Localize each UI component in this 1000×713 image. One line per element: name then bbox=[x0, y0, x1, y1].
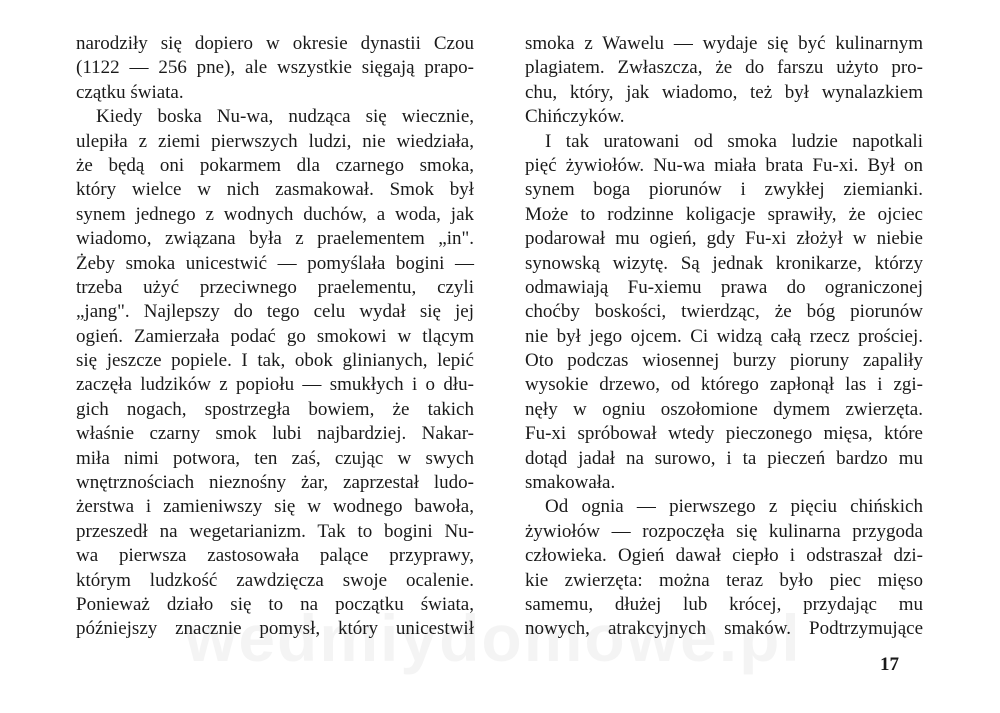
text-line: gich nogach, spostrzegła bowiem, że takich bbox=[76, 398, 474, 420]
text-line: podarował mu ogień, gdy Fu-xi złożył w niebie bbox=[525, 228, 923, 250]
text-line: synowską wizytę. Są jednak kronikarze, którzy bbox=[525, 252, 923, 274]
text-line: czątku świata. bbox=[76, 81, 184, 103]
text-line: nęły w ogniu oszołomione dymem zwierzęta. bbox=[525, 398, 923, 420]
text-line: (1122 — 256 pne), ale wszystkie sięgają prapo- bbox=[76, 57, 474, 79]
right-text-column bbox=[525, 32, 923, 642]
text-line: plagiatem. Zwłaszcza, że do farszu użyto pro- bbox=[525, 57, 923, 79]
text-line: wnętrznościach nieznośny żar, zaprzestał ludo- bbox=[76, 472, 474, 494]
text-line: się jeszcze popiele. I tak, obok glinianych, lepić bbox=[76, 350, 474, 372]
text-line: wiadomo, związana była z praelementem „in". bbox=[76, 228, 474, 250]
text-line: samemu, dłużej lub krócej, przydając mu bbox=[525, 593, 923, 615]
text-line: Może to rodzinne koligacje sprawiły, że ojciec bbox=[525, 203, 923, 225]
text-line: synem jednego z wodnych duchów, a woda, jak bbox=[76, 203, 474, 225]
text-line: smoka z Wawelu — wydaje się być kulinarnym bbox=[525, 33, 923, 54]
text-line: Żeby smoka unicestwić — pomyślała bogini — bbox=[76, 252, 474, 274]
text-line: odmawiają Fu-xiemu prawa do ograniczonej bbox=[525, 276, 923, 298]
text-line: zaczęła ludzików z popiołu — smukłych i o dłu- bbox=[76, 374, 474, 396]
text-line: Oto podczas wiosennej burzy pioruny zapaliły bbox=[525, 350, 923, 372]
text-line: że będą oni pokarmem dla czarnego smoka, bbox=[76, 154, 474, 176]
text-line: dotąd jadał na surowo, i ta pieczeń bardzo mu bbox=[525, 447, 923, 469]
text-line: wysokie drzewo, od którego zapłonął las i zgi- bbox=[525, 374, 923, 396]
text-line: narodziły się dopiero w okresie dynastii Czou bbox=[76, 33, 474, 54]
text-line: kie zwierzęta: można teraz było piec mięso bbox=[525, 569, 923, 591]
text-line: człowieka. Ogień dawał ciepło i odstraszał dzi- bbox=[525, 545, 923, 567]
text-line: właśnie czarny smok lubi najbardziej. Nakar- bbox=[76, 423, 474, 445]
text-line: Od ognia — pierwszego z pięciu chińskich bbox=[545, 496, 923, 518]
text-line: który wielce w nich zasmakował. Smok był bbox=[76, 179, 474, 201]
text-line: żywiołów — rozpoczęła się kulinarna przygoda bbox=[525, 520, 923, 542]
left-text-column bbox=[76, 32, 474, 642]
text-line: pięć żywiołów. Nu-wa miała brata Fu-xi. Był on bbox=[525, 154, 923, 176]
text-line: ulepiła z ziemi pierwszych ludzi, nie wiedziała, bbox=[76, 130, 474, 152]
text-line: Fu-xi spróbował wtedy pieczonego mięsa, które bbox=[525, 423, 923, 445]
text-line: „jang". Najlepszy do tego celu wydał się jej bbox=[76, 301, 474, 323]
text-line: trzeba użyć przeciwnego praelementu, czyli bbox=[76, 276, 474, 298]
text-line: synem boga piorunów i zwykłej ziemianki. bbox=[525, 179, 923, 201]
text-line: miła nimi potwora, ten zaś, czując w swych bbox=[76, 447, 474, 469]
text-line: żerstwa i zamieniwszy się w wodnego bawoła, bbox=[76, 496, 474, 518]
text-line: którym ludzkość zawdzięcza swoje ocalenie. bbox=[76, 569, 474, 591]
text-line: późniejszy znacznie pomysł, który unicestwił bbox=[76, 618, 474, 640]
text-line: chu, który, jak wiadomo, też był wynalazkiem bbox=[525, 81, 923, 103]
text-line: Ponieważ działo się to na początku świata, bbox=[76, 593, 474, 615]
text-line: nowych, atrakcyjnych smaków. Podtrzymujące bbox=[525, 618, 923, 640]
page-number: 17 bbox=[880, 654, 899, 675]
text-line: I tak uratowani od smoka ludzie napotkali bbox=[545, 130, 923, 152]
text-line: nie był jego ojcem. Ci widzą całą rzecz prościej. bbox=[525, 325, 923, 347]
text-line: smakowała. bbox=[525, 472, 616, 494]
text-line: Chińczyków. bbox=[525, 106, 625, 128]
text-line: choćby boskości, twierdząc, że bóg piorunów bbox=[525, 301, 923, 323]
text-line: Kiedy boska Nu-wa, nudząca się wiecznie, bbox=[96, 106, 474, 128]
text-line: wa pierwsza zastosowała palące przyprawy, bbox=[76, 545, 474, 567]
text-line: przeszedł na wegetarianizm. Tak to bogini Nu- bbox=[76, 520, 474, 542]
text-line: ogień. Zamierzała podać go smokowi w tlącym bbox=[76, 325, 474, 347]
